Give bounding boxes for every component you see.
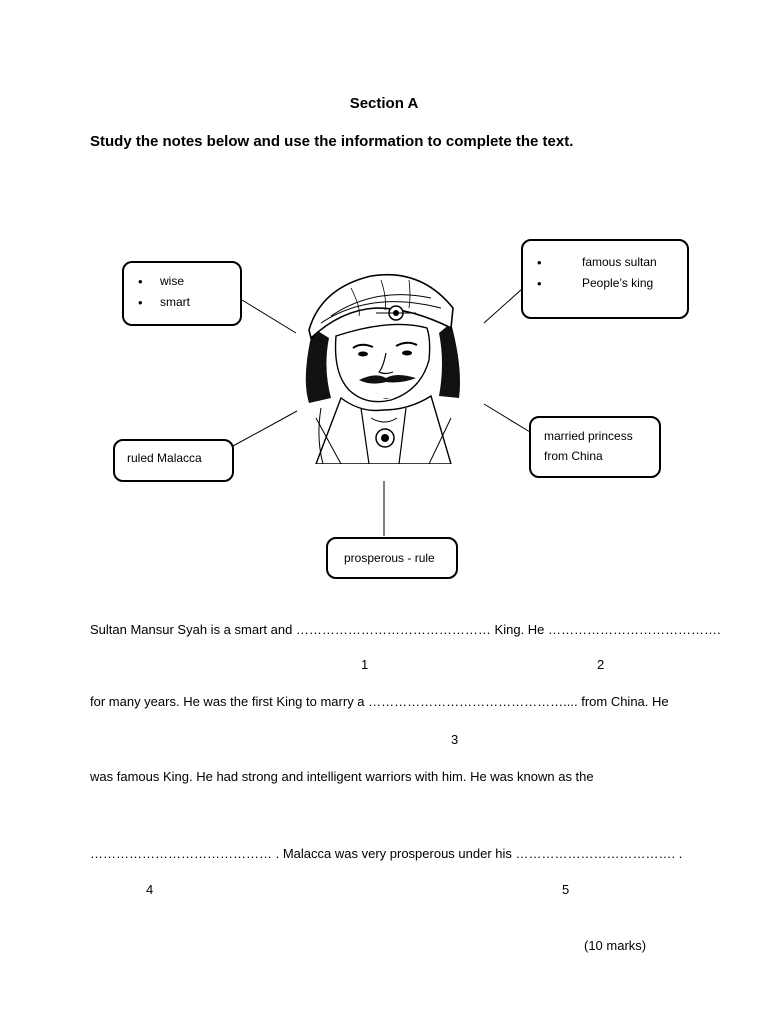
- note-item: [523, 252, 687, 273]
- passage-line-3: was famous King. He had strong and intelligent warriors with him. He was known as the: [90, 769, 594, 784]
- passage-line-4: …………………………………… . Malacca was very prosperous under his ………………………………. .: [90, 846, 683, 861]
- sultan-portrait-icon: [301, 268, 466, 464]
- note-item: • wise: [124, 271, 240, 292]
- note-box-fame: [521, 239, 689, 319]
- note-item-text: famous sultan: [582, 255, 657, 269]
- note-text: married princess: [544, 429, 633, 443]
- note-item-text: People’s king: [582, 276, 654, 290]
- marks-label: (10 marks): [584, 938, 647, 953]
- note-box-marriage: [529, 416, 661, 478]
- section-title: Section A: [349, 95, 419, 112]
- note-text: prosperous - rule: [344, 551, 435, 565]
- blank-number: 4: [146, 882, 154, 897]
- passage-line-1: Sultan Mansur Syah is a smart and ……………………………………… King. He ………………………………….: [90, 622, 721, 637]
- note-box-prosperous: [326, 537, 458, 579]
- blank-number: 1: [361, 657, 369, 672]
- blank-number: 2: [597, 657, 605, 672]
- note-item: • smart: [124, 292, 240, 313]
- note-item: [523, 273, 687, 294]
- instruction-text: Study the notes below and use the information to complete the text.: [90, 133, 574, 150]
- blank-number: 5: [562, 882, 570, 897]
- passage-line-2: for many years. He was the first King to marry a ……………………………………….... from China. He: [90, 694, 669, 709]
- note-box-ruled: [113, 439, 234, 482]
- note-box-traits: [122, 261, 242, 326]
- note-text: ruled Malacca: [127, 451, 202, 465]
- note-text: from China: [544, 449, 603, 463]
- blank-number: 3: [451, 732, 459, 747]
